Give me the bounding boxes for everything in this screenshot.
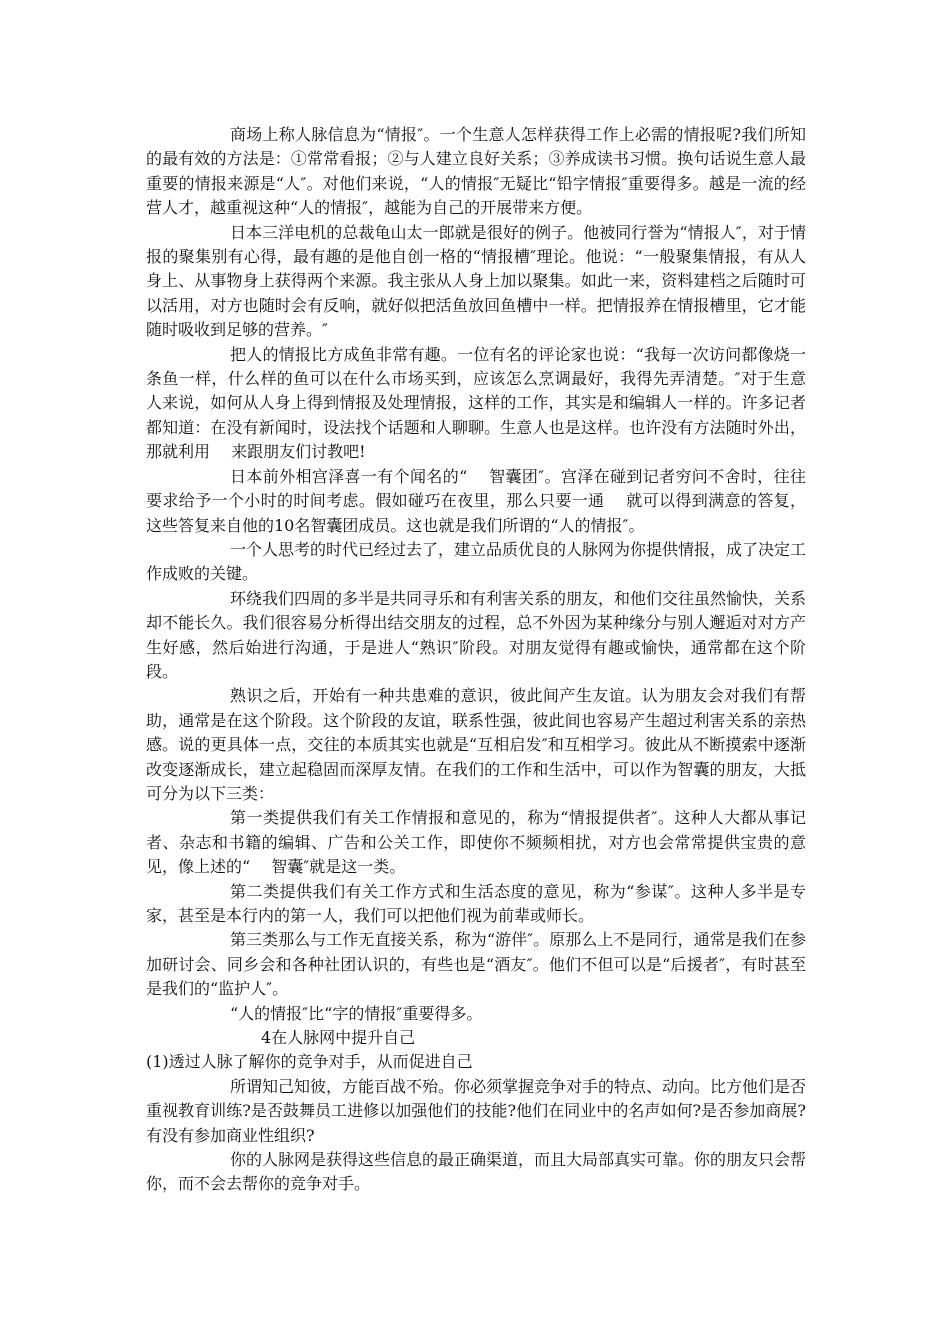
paragraph-sanyo-example: 日本三洋电机的总裁龟山太一郎就是很好的例子。他被同行誉为“情报人″，对于情报的聚集别有心得，最有趣的是他自创一格的“情报槽″理论。他说：“一般聚集情报，有从人身上、从事物身上获得两个来源。我主张从人身上加以聚集。如此一来，资料建档之后随时可以活用，对方也随时会有反响，就好似把活鱼放回鱼槽中一样。把情报养在情报槽里，它才能随时吸收到足够的营养。″: [146, 222, 806, 340]
paragraph-know-competitors: 所谓知己知彼，方能百战不殆。你必须掌握竞争对手的特点、动向。比方他们是否重视教育训练?是否鼓舞员工进修以加强他们的技能?他们在同业中的名声如何?是否参加商展?有没有参加商业性组织?: [146, 1076, 807, 1145]
subsection-heading: (1)透过人脉了解你的竞争对手，从而促进自己: [146, 1052, 473, 1072]
paragraph-after-acquaintance: 熟识之后，开始有一种共患难的意识，彼此间产生友谊。认为朋友会对我们有帮助，通常是在这个阶段。这个阶段的友谊，联系性强，彼此间也容易产生超过利害关系的亲热感。说的更具体一点，交往的本质其实也就是“互相启发″和互相学习。彼此从不断摸索中逐渐改变逐渐成长，建立起稳固而深厚友情。在我们的工作和生活中，可以作为智囊的朋友，大抵可分为以下三类：: [146, 686, 806, 803]
paragraph-miyazawa-think-tank: 日本前外相宫泽喜一有个闻名的“ 智囊团″。宫泽在碰到记者穷问不舍时，往往要求给予一个小时的时间考虑。假如碰巧在夜里，那么只要一通 就可以得到满意的答复，这些答复来自他的10名智囊团成员。这也就是我们所谓的“人的情报″。: [146, 466, 806, 535]
paragraph-type-two: 第二类提供我们有关工作方式和生活态度的意见，称为“参谋″。这种人多半是专家，甚至是本行内的第一人，我们可以把他们视为前辈或师长。: [146, 881, 806, 925]
paragraph-era-of-networks: 一个人思考的时代已经过去了，建立品质优良的人脉网为你提供情报，成了决定工作成败的关键。: [146, 539, 807, 584]
paragraph-network-best-channel: 你的人脉网是获得这些信息的最正确渠道，而且大局部真实可靠。你的朋友只会帮你，而不会去帮你的竞争对手。: [146, 1150, 807, 1194]
document-page: [146, 123, 806, 1197]
paragraph-type-three: 第三类那么与工作无直接关系，称为“游伴″。原那么上不是同行，通常是我们在参加研讨会、同乡会和各种社团认识的，有些也是“酒友″。他们不但可以是“后援者″，有时甚至是我们的“监护人″。: [146, 930, 806, 999]
paragraph-intelligence-from-people: 商场上称人脉信息为“情报″。一个生意人怎样获得工作上必需的情报呢?我们所知的最有效的方法是：①常常看报；②与人建立良好关系；③养成读书习惯。换句话说生意人最重要的情报来源是“人″。对他们来说，“人的情报″无疑比“铅字情报″重要得多。越是一流的经营人才，越重视这种“人的情报″，越能为自己的开展带来方便。: [146, 125, 806, 218]
summary-quote: “人的情报″比“字的情报″重要得多。: [230, 1003, 483, 1023]
paragraph-type-one: 第一类提供我们有关工作情报和意见的，称为“情报提供者″。这种人大都从事记者、杂志和书籍的编辑、广告和公关工作，即使你不频频相扰，对方也会常常提供宝贵的意见，像上述的“ 智囊″就是这一类。: [146, 808, 806, 877]
section-heading: 4在人脉网中提升自己: [261, 1028, 416, 1048]
paragraph-fish-metaphor: 把人的情报比方成鱼非常有趣。一位有名的评论家也说：“我每一次访问都像烧一条鱼一样，什么样的鱼可以在什么市场买到，应该怎么烹调最好，我得先弄清楚。″对于生意人来说，如何从人身上得到情报及处理情报，这样的工作，其实是和编辑人一样的。许多记者都知道：在没有新闻时，设法找个话题和人聊聊。生意人也是这样。也许没有方法随时外出，那就利用 来跟朋友们讨教吧!: [146, 344, 806, 462]
paragraph-friends-around-us: 环绕我们四周的多半是共同寻乐和有利害关系的朋友，和他们交往虽然愉快，关系却不能长久。我们很容易分析得出结交朋友的过程，总不外因为某种缘分与别人邂逅对对方产生好感，然后始进行沟通，于是进人“熟识″阶段。对朋友觉得有趣或愉快，通常都在这个阶段。: [146, 588, 807, 681]
